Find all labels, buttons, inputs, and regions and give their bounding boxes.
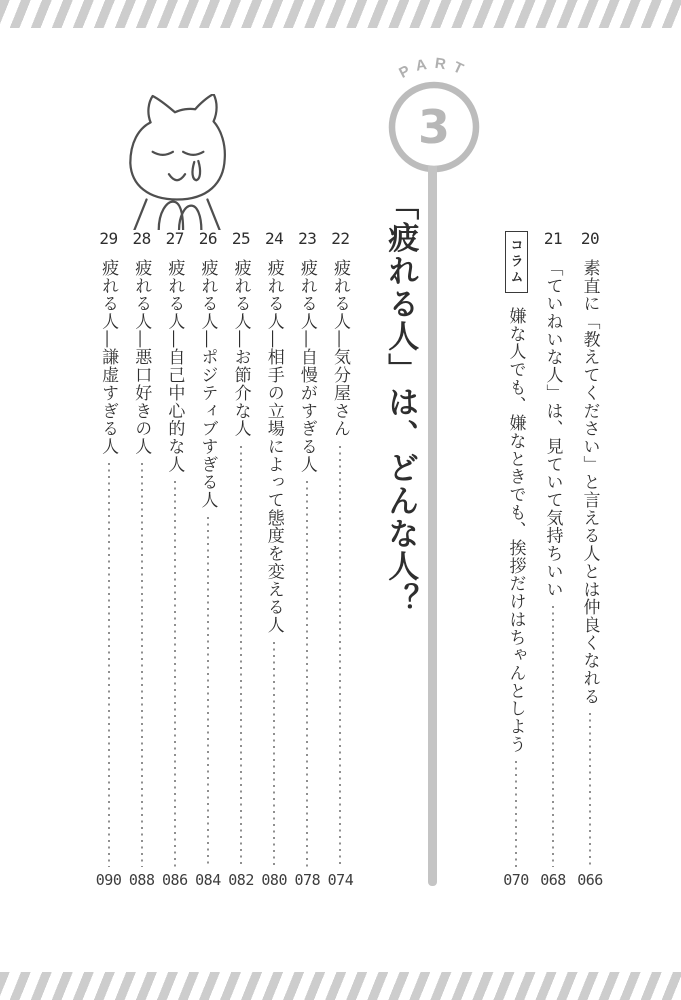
entry-page-number: 078	[294, 871, 321, 889]
bottom-stripe-border	[0, 972, 681, 1000]
dot-leader	[207, 517, 209, 867]
entry-title: 疲れる人―気分屋さん	[330, 259, 350, 438]
entry-number: 20	[580, 229, 600, 248]
entry-title: 疲れる人―自己中心的な人	[165, 259, 185, 474]
entry-title: 「ていねいな人」は、見ていて気持ちいい	[543, 259, 563, 599]
dot-leader	[339, 446, 341, 868]
entry-title: 素直に「教えてください」と言える人とは仲良くなれる	[580, 259, 600, 706]
chapter-title: 「疲れる人」は、どんな人？	[383, 189, 419, 617]
entry-page-number: 080	[261, 871, 287, 889]
cat-left-arm	[134, 200, 146, 230]
entry-number: 25	[231, 229, 251, 248]
entry-page-number: 074	[327, 871, 354, 889]
entry-number: 26	[198, 229, 218, 248]
entry-page-number: 070	[503, 871, 529, 889]
entry-page-number: 068	[540, 871, 566, 889]
part-connector-line	[428, 166, 437, 886]
toc-group-right	[499, 231, 607, 888]
entry-page-number: 086	[162, 871, 188, 889]
dot-leader	[552, 606, 554, 867]
toc-entry-25	[225, 231, 258, 888]
entry-page-number: 088	[128, 871, 155, 889]
toc-entry-28	[125, 231, 158, 888]
entry-number: 22	[331, 229, 350, 248]
toc-entry-29	[92, 231, 125, 888]
entry-number: 29	[99, 229, 118, 248]
entry-title: 疲れる人―お節介な人	[231, 259, 251, 438]
dot-leader	[174, 481, 176, 867]
entry-title: 疲れる人―自慢がすぎる人	[297, 259, 317, 474]
dot-leader	[515, 761, 517, 867]
entry-page-number: 082	[228, 871, 254, 889]
part-label: PART	[396, 54, 473, 82]
entry-page-number: 090	[95, 871, 122, 889]
tired-cat-illustration	[124, 94, 230, 230]
entry-title: 嫌な人でも、嫌なときでも、挨拶だけはちゃんとしよう	[506, 307, 526, 754]
toc-entry-23	[291, 231, 324, 888]
cat-right-arm	[207, 200, 219, 230]
toc-entry-20	[573, 231, 607, 888]
entry-title: 疲れる人―ポジティブすぎる人	[198, 259, 218, 509]
toc-entry-26	[191, 231, 224, 888]
toc-entry-column	[499, 231, 533, 888]
entry-page-number: 084	[195, 871, 221, 889]
toc-group-left	[92, 231, 357, 888]
entry-title: 疲れる人―謙虚すぎる人	[99, 259, 119, 456]
cat-head	[130, 94, 225, 200]
dot-leader	[141, 463, 143, 867]
top-stripe-border	[0, 0, 681, 28]
column-badge: コラム	[505, 231, 528, 293]
toc-entry-27	[158, 231, 191, 888]
entry-title: 疲れる人―悪口好きの人	[132, 259, 152, 456]
entry-number: 28	[132, 229, 151, 248]
dot-leader	[108, 463, 110, 867]
toc-entry-22	[324, 231, 357, 888]
dot-leader	[306, 481, 308, 867]
part-number: 3	[417, 100, 451, 154]
dot-leader	[589, 713, 591, 867]
entry-page-number: 066	[577, 871, 603, 889]
toc-entry-24	[258, 231, 291, 888]
entry-number: 24	[265, 229, 284, 248]
part-3-badge	[383, 48, 493, 184]
dot-leader	[273, 642, 275, 867]
toc-entry-21	[536, 231, 570, 888]
entry-number: 21	[543, 229, 563, 248]
entry-title: 疲れる人―相手の立場によって態度を変える人	[264, 259, 284, 634]
entry-number: 27	[165, 229, 184, 248]
entry-number: 23	[298, 229, 317, 248]
dot-leader	[240, 446, 242, 868]
